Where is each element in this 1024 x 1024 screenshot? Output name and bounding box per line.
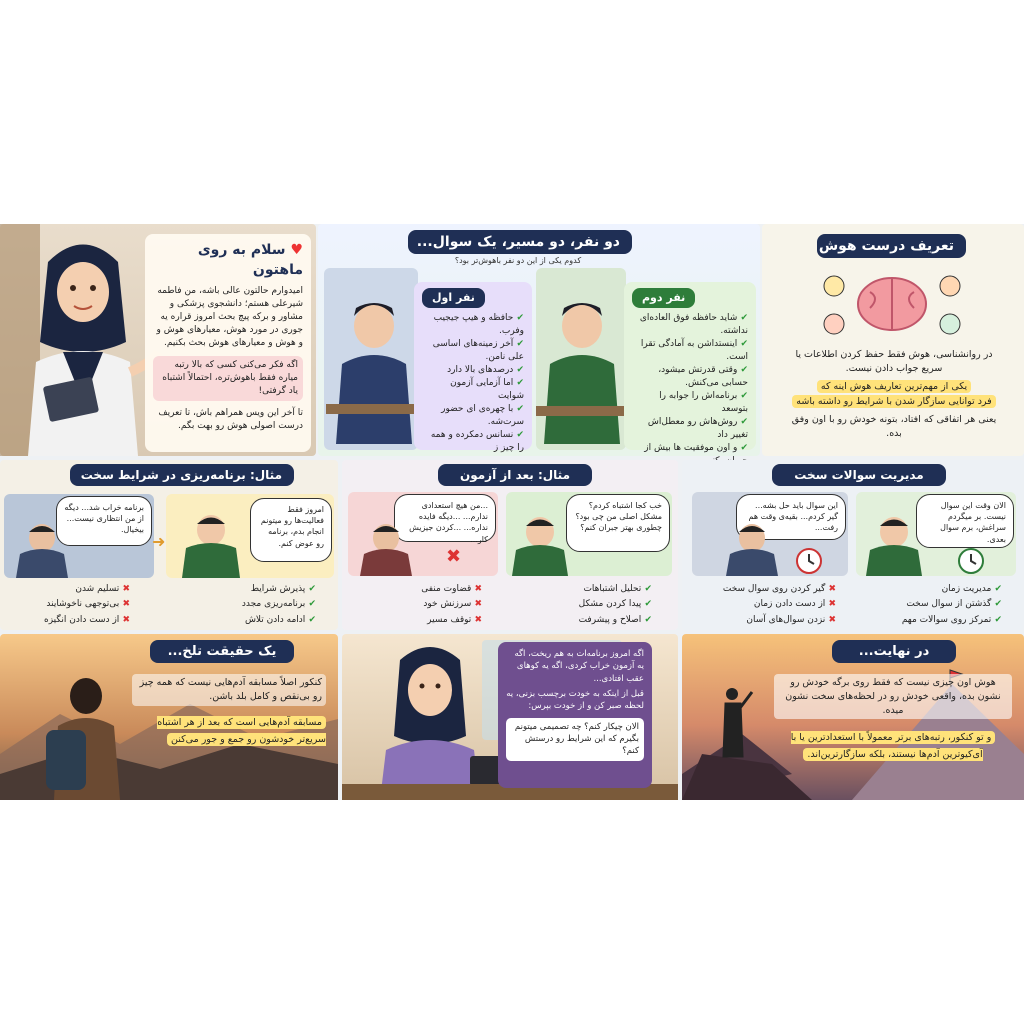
list-item: ✔ ادامه دادن تلاش [200,613,316,628]
intro-footer: تا آخر این ویس همراهم باش، تا تعریف درست اصولی هوش رو بهت بگم. [158,407,303,432]
exam-boy-bad [356,516,416,576]
definition-line3: یعنی هر اتفاقی که افتاد، بتونه خودش رو با اون وفق بده. [791,414,997,439]
boy-backpack-illustration [24,674,134,800]
list-item: ✖ توقف مسیر [382,613,482,628]
definition-line1: در روانشناسی، هوش فقط حفظ کردن اطلاعات یا سریع جواب دادن نیست. [795,349,993,374]
definition-title: تعریف درست هوش [817,234,966,258]
heart-icon: ♥ [290,242,303,258]
intro-note: اگه فکر می‌کنی کسی که بالا رتبه میاره فقط باهوش‌تره، احتمالاً اشتباه یاد گرفتی! [153,356,303,401]
clock-good-icon [956,546,986,576]
list-item: ✔ مدیریت زمان [882,582,1002,597]
list-item: ✖ تسلیم شدن [20,582,130,597]
student-panel [342,634,678,800]
list-item: ✔ درصدهای بالا دارد [422,364,524,377]
final-highlight [774,729,1012,763]
list-item: ✔ با چهره‌ی ای حضور سرت‌شه. [422,403,524,429]
hard-conditions-panel [0,460,338,630]
final-text [766,668,1020,796]
highlight-text: مسابقه آدم‌هایی است که بعد از هر اشتباه سریع‌تر خودشون رو جمع و جور می‌کنن [157,716,326,745]
exam-boy-good [508,510,572,576]
truth-text [124,668,334,798]
exam-title: مثال: بعد از آزمون [438,464,592,486]
definition-text [776,342,1012,452]
hard-questions-panel [682,460,1024,630]
girl-illustration [8,232,158,456]
intro-title-text: سلام به روی ماهتون [197,242,303,279]
final-title: در نهایت... [832,640,956,663]
boy-two-illustration [536,294,628,444]
list-item: ✔ پیدا کردن مشکل [542,597,652,612]
arrow-icon: ➜ [152,532,166,551]
exam-good-bubble: خب کجا اشتباه کردم؟ مشکل اصلی من چی بود؟ چطوری بهتر جبران کنم؟ [566,494,670,552]
list-item: ✔ اینستداشن به آمادگی تقرا است. [632,338,748,364]
person-one-list [422,312,524,456]
student-q3: الان چیکار کنم؟ چه تصمیمی میتونم بگیرم که این شرایط رو درستش کنم؟ [506,718,644,761]
person-one-label: نفر اول [422,288,485,308]
highlight-text: فرد توانایی سازگار شدن با شرایط رو داشته باشه [792,395,995,408]
truth-highlight [132,714,326,748]
list-item: ✔ برنامه‌اش را جوابه را بتوسعد [632,390,748,416]
highlight-text: یکی از مهم‌ترین تعاریف هوش اینه که [817,380,971,393]
intro-title [153,240,303,281]
list-item: ✔ برنامه‌ریزی مجدد [200,597,316,612]
brain-icon [822,268,962,340]
intro-panel [0,224,316,456]
list-item: ✔ اصلاح و پیشرفت [542,613,652,628]
list-item: ✔ اما آزمایی آزمون شوایت [422,377,524,403]
questions-boy-bad [722,516,782,576]
list-item: ✖ سرزنش خود [382,597,482,612]
list-item: ✔ و اون موفقیت ها بیش از [632,442,748,468]
final-line1: هوش اون چیزی نیست که فقط روی برگه خودش رو نشون بده، واقعی خودش رو در لحظه‌های سخت نشون میده. [774,674,1012,719]
list-item: ✖ گیر کردن روی سوال سخت [706,582,836,597]
questions-bad-list [706,582,836,628]
list-item: ✔ حافظه و هیپ جیجیب وفرب. [422,312,524,338]
student-questions-card [498,642,652,788]
questions-bad-bubble: این سوال باید حل بشه... گیر کردم... بقیه‌ی وقت هم رفت... [736,494,846,540]
student-q1: اگه امروز برنامه‌ات به هم ریخت، اگه یه آزمون خراب کردی، اگه یه کوهای عقب افتادی... [514,649,644,684]
after-exam-panel [342,460,678,630]
list-item: ✔ شاید حافظه فوق العاده‌ای نداشته. [632,312,748,338]
hard-bad-list [20,582,130,628]
infographic-sheet [0,224,1024,800]
person-two-label: نفر دوم [632,288,695,308]
questions-good-bubble: الان وقت این سوال نیست. بر میگردم سراغش، برم سوال بعدی. [916,494,1014,548]
list-item: ✔ روش‌هاش رو معطل‌اش تغییر داد [632,416,748,442]
hard-boy-good [176,508,246,578]
exam-bad-bubble: ...من هیچ استعدادی ندارم... ...دیگه فایده نداره... ...کردن جیزیش کار... [394,494,496,542]
exam-bad-list [382,582,482,628]
list-item: ✖ از دست دادن زمان [706,597,836,612]
hard-bad-bubble: برنامه خراب شد... دیگه از من انتظاری نیست... بیخیال. [56,496,152,546]
two-people-title: دو نفر، دو مسیر، یک سوال... [408,230,632,254]
hard-boy-bad [12,518,72,578]
clock-icon [794,546,824,576]
list-item: ✔ وقتی قدرتش میشود، حسابی می‌کنش. [632,364,748,390]
hard-good-list [200,582,316,628]
wrong-paper-icon: ✖ [446,546,462,567]
intro-body: امیدوارم حالتون عالی باشه، من فاطمه شیرعلی هستم؛ دانشجوی پزشکی و مشاور و برکه پیچ بحث امروز قراره یه جوری در مورد هوش، معیارهای هوش و و هوش و معیارهای هوش بحث بکنیم. [156,285,303,348]
questions-good-list [882,582,1002,628]
climber-silhouette [712,686,752,756]
questions-boy-good [862,510,926,576]
two-people-subtitle: کدوم یکی از این دو نفر باهوش‌تر بود؟ [454,256,582,265]
list-item: ✔ آخر زمینه‌های اساسی علی نامن. [422,338,524,364]
list-item: ✔ تمرکز روی سوالات مهم [882,613,1002,628]
questions-title: مدیریت سوالات سخت [772,464,946,486]
definition-highlight-1 [784,380,1004,394]
person-two-list [632,312,748,469]
person-one-card [414,282,532,454]
list-item: ✔ پذیرش شرایط [200,582,316,597]
hard-good-bubble: امروز فقط فعالیت‌ها رو میتونم انجام بدم، برنامه رو عوض کنم. [250,498,332,562]
definition-highlight-2 [784,395,1004,409]
exam-good-list [542,582,652,628]
two-people-panel [318,224,760,456]
definition-panel [762,224,1024,456]
truth-line1: کنکور اصلاً مسابقه آدم‌هایی نیست که همه چیز رو بی‌نقص و کامل بلد باشن. [132,674,326,706]
person-two-card [624,282,756,454]
list-item: ✔ گذشتن از سوال سخت [882,597,1002,612]
list-item: ✔ تحلیل اشتباهات [542,582,652,597]
list-item: ✖ بی‌توجهی ناخوشایند [20,597,130,612]
list-item: ✖ قضاوت منفی [382,582,482,597]
highlight-text: و تو کنکور، رتبه‌های برتر معمولاً با استعدادترین یا با آی‌کیوترین آدم‌ها نیستند، بلکه سازگارترین‌اند. [791,731,996,761]
list-item: ✖ از دست دادن انگیزه [20,613,130,628]
bitter-truth-panel [0,634,338,800]
list-item: ✔ نسانس دمکرده و همه را چیز ز [422,429,524,455]
hard-title: مثال: برنامه‌ریزی در شرایط سخت [70,464,294,486]
intro-card [145,234,311,452]
boy-one-illustration [326,294,418,444]
truth-title: یک حقیقت تلخ... [150,640,294,663]
student-q2: قبل از اینکه به خودت برچسب بزنی، یه لحظه صبر کن و از خودت بپرس: [506,688,644,712]
final-panel [682,634,1024,800]
list-item: ✖ نزدن سوال‌های آسان [706,613,836,628]
